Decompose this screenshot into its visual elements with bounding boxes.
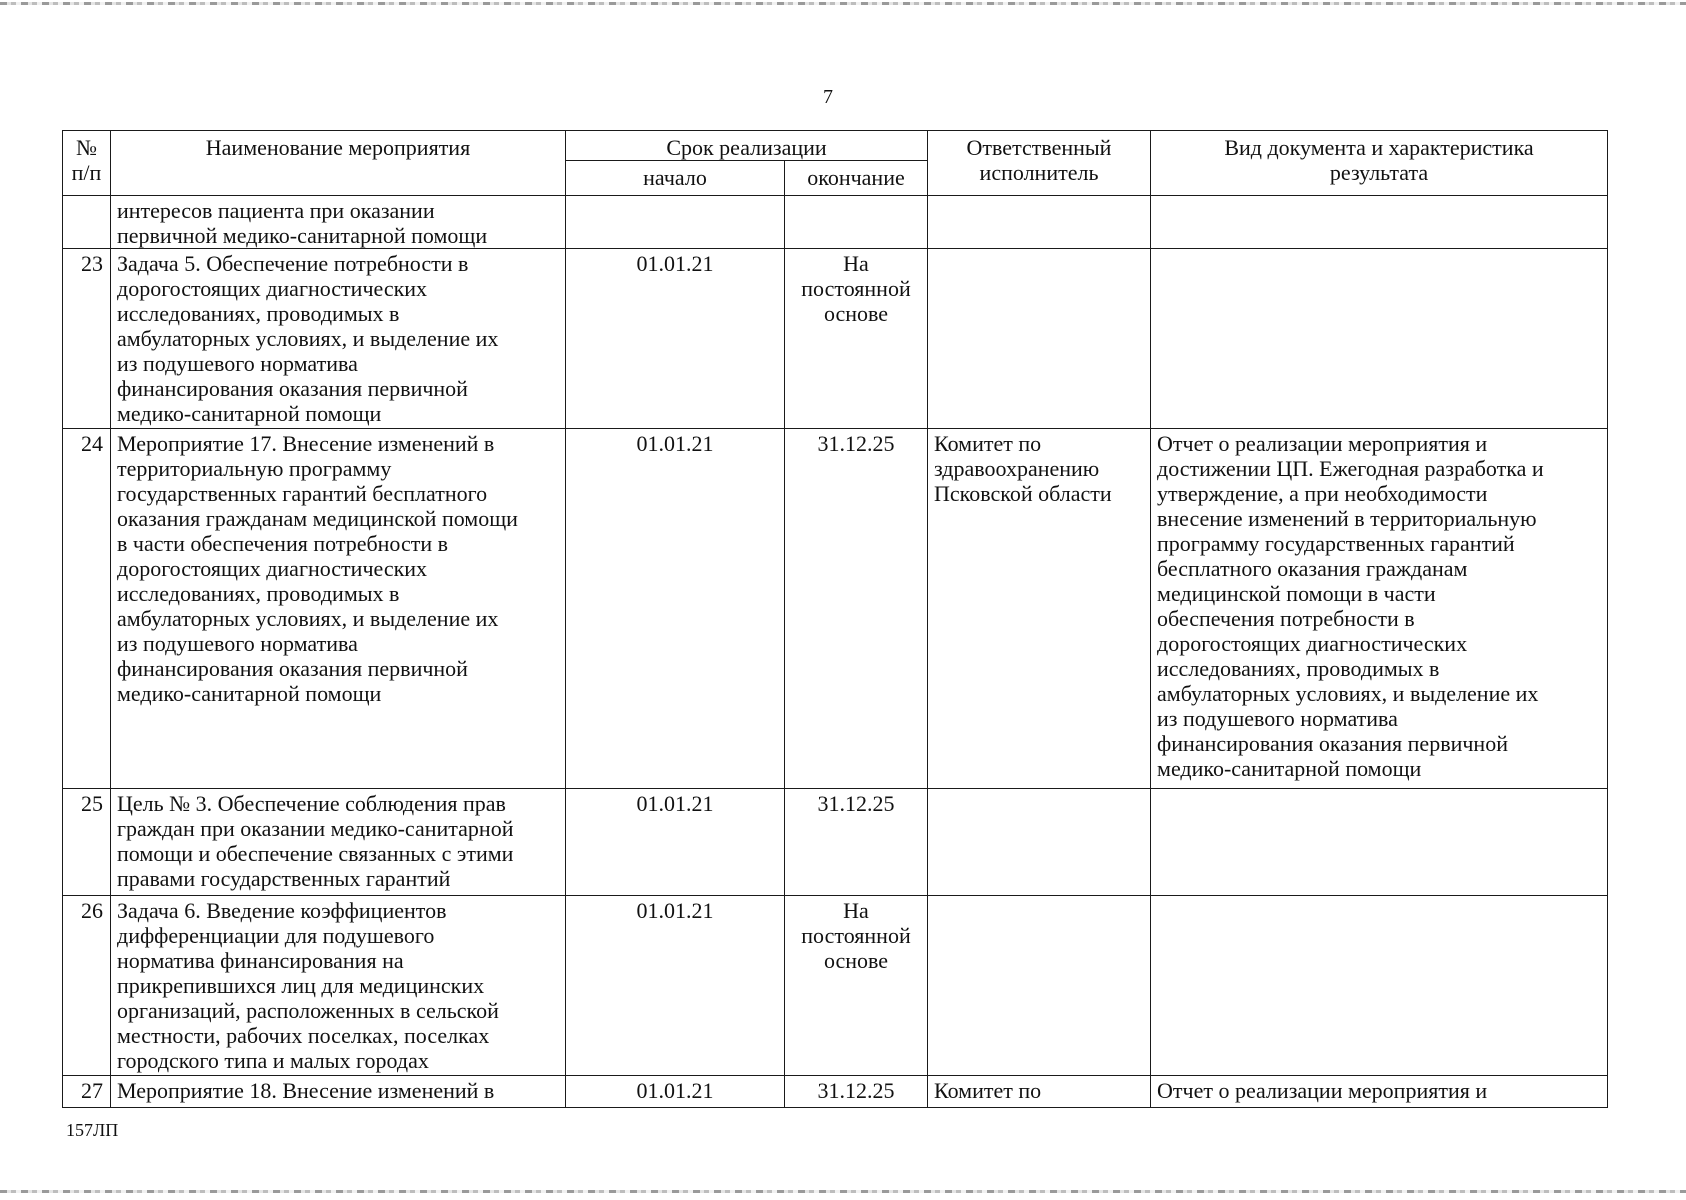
row-end [785,196,928,249]
table-row [63,789,1608,896]
scan-edge-bottom [0,1190,1686,1193]
table-row [63,896,1608,1076]
row-result [1151,896,1608,1076]
document-code: 157ЛП [66,1120,119,1140]
row-result: Отчет о реализации мероприятия и [1151,1076,1608,1108]
header-start: начало [566,161,785,196]
row-end: 31.12.25 [785,789,928,896]
page-number: 7 [823,86,833,108]
row-end: 31.12.25 [785,429,928,789]
row-responsible: Комитет по [928,1076,1151,1108]
header-end: окончание [785,161,928,196]
row-start: 01.01.21 [566,896,785,1076]
row-responsible [928,896,1151,1076]
row-responsible: Комитет по здравоохранению Псковской области [928,429,1151,789]
scan-edge-top [0,2,1686,5]
row-num: 24 [63,429,111,789]
table-header-row [63,131,1608,161]
header-term: Срок реализации [566,131,928,161]
row-responsible [928,789,1151,896]
row-end: На постоянной основе [785,896,928,1076]
row-end: На постоянной основе [785,249,928,429]
row-result [1151,789,1608,896]
table-row [63,1076,1608,1108]
header-result: Вид документа и характеристика результата [1151,131,1608,196]
row-num: 25 [63,789,111,896]
row-name: Мероприятие 18. Внесение изменений в [111,1076,566,1108]
row-start: 01.01.21 [566,249,785,429]
table-row [63,249,1608,429]
plan-table [62,130,1608,1108]
row-start [566,196,785,249]
row-start: 01.01.21 [566,429,785,789]
row-responsible [928,196,1151,249]
row-name: Задача 6. Введение коэффициентов дифференциации для подушевого норматива финансирования на прикрепившихся лиц для медицинских организаций, расположенных в сельской местности, рабочих поселках, поселках городского типа и малых городах [111,896,566,1076]
row-name: Мероприятие 17. Внесение изменений в территориальную программу государственных гарантий бесплатного оказания гражданам медицинской помощи в части обеспечения потребности в дорогостоящих диагностических исследованиях, проводимых в амбулаторных условиях, и выделение их из подушевого норматива финансирования оказания первичной медико-санитарной помощи [111,429,566,789]
row-name: интересов пациента при оказании первичной медико-санитарной помощи [111,196,566,249]
header-responsible: Ответственный исполнитель [928,131,1151,196]
row-result [1151,196,1608,249]
row-name: Цель № 3. Обеспечение соблюдения прав граждан при оказании медико-санитарной помощи и обеспечение связанных с этими правами государственных гарантий [111,789,566,896]
row-num: 26 [63,896,111,1076]
row-start: 01.01.21 [566,1076,785,1108]
table-row [63,429,1608,789]
row-end: 31.12.25 [785,1076,928,1108]
row-num: 23 [63,249,111,429]
row-responsible [928,249,1151,429]
row-name: Задача 5. Обеспечение потребности в дорогостоящих диагностических исследованиях, проводимых в амбулаторных условиях, и выделение их из подушевого норматива финансирования оказания первичной медико-санитарной помощи [111,249,566,429]
row-num [63,196,111,249]
header-name: Наименование мероприятия [111,131,566,196]
row-start: 01.01.21 [566,789,785,896]
row-result: Отчет о реализации мероприятия и достижении ЦП. Ежегодная разработка и утверждение, а при необходимости внесение изменений в территориальную программу государственных гарантий бесплатного оказания гражданам медицинской помощи в части обеспечения потребности в дорогостоящих диагностических исследованиях, проводимых в амбулаторных условиях, и выделение их из подушевого норматива финансирования оказания первичной медико-санитарной помощи [1151,429,1608,789]
header-num: № п/п [63,131,111,196]
row-result [1151,249,1608,429]
table-row [63,196,1608,249]
row-num: 27 [63,1076,111,1108]
